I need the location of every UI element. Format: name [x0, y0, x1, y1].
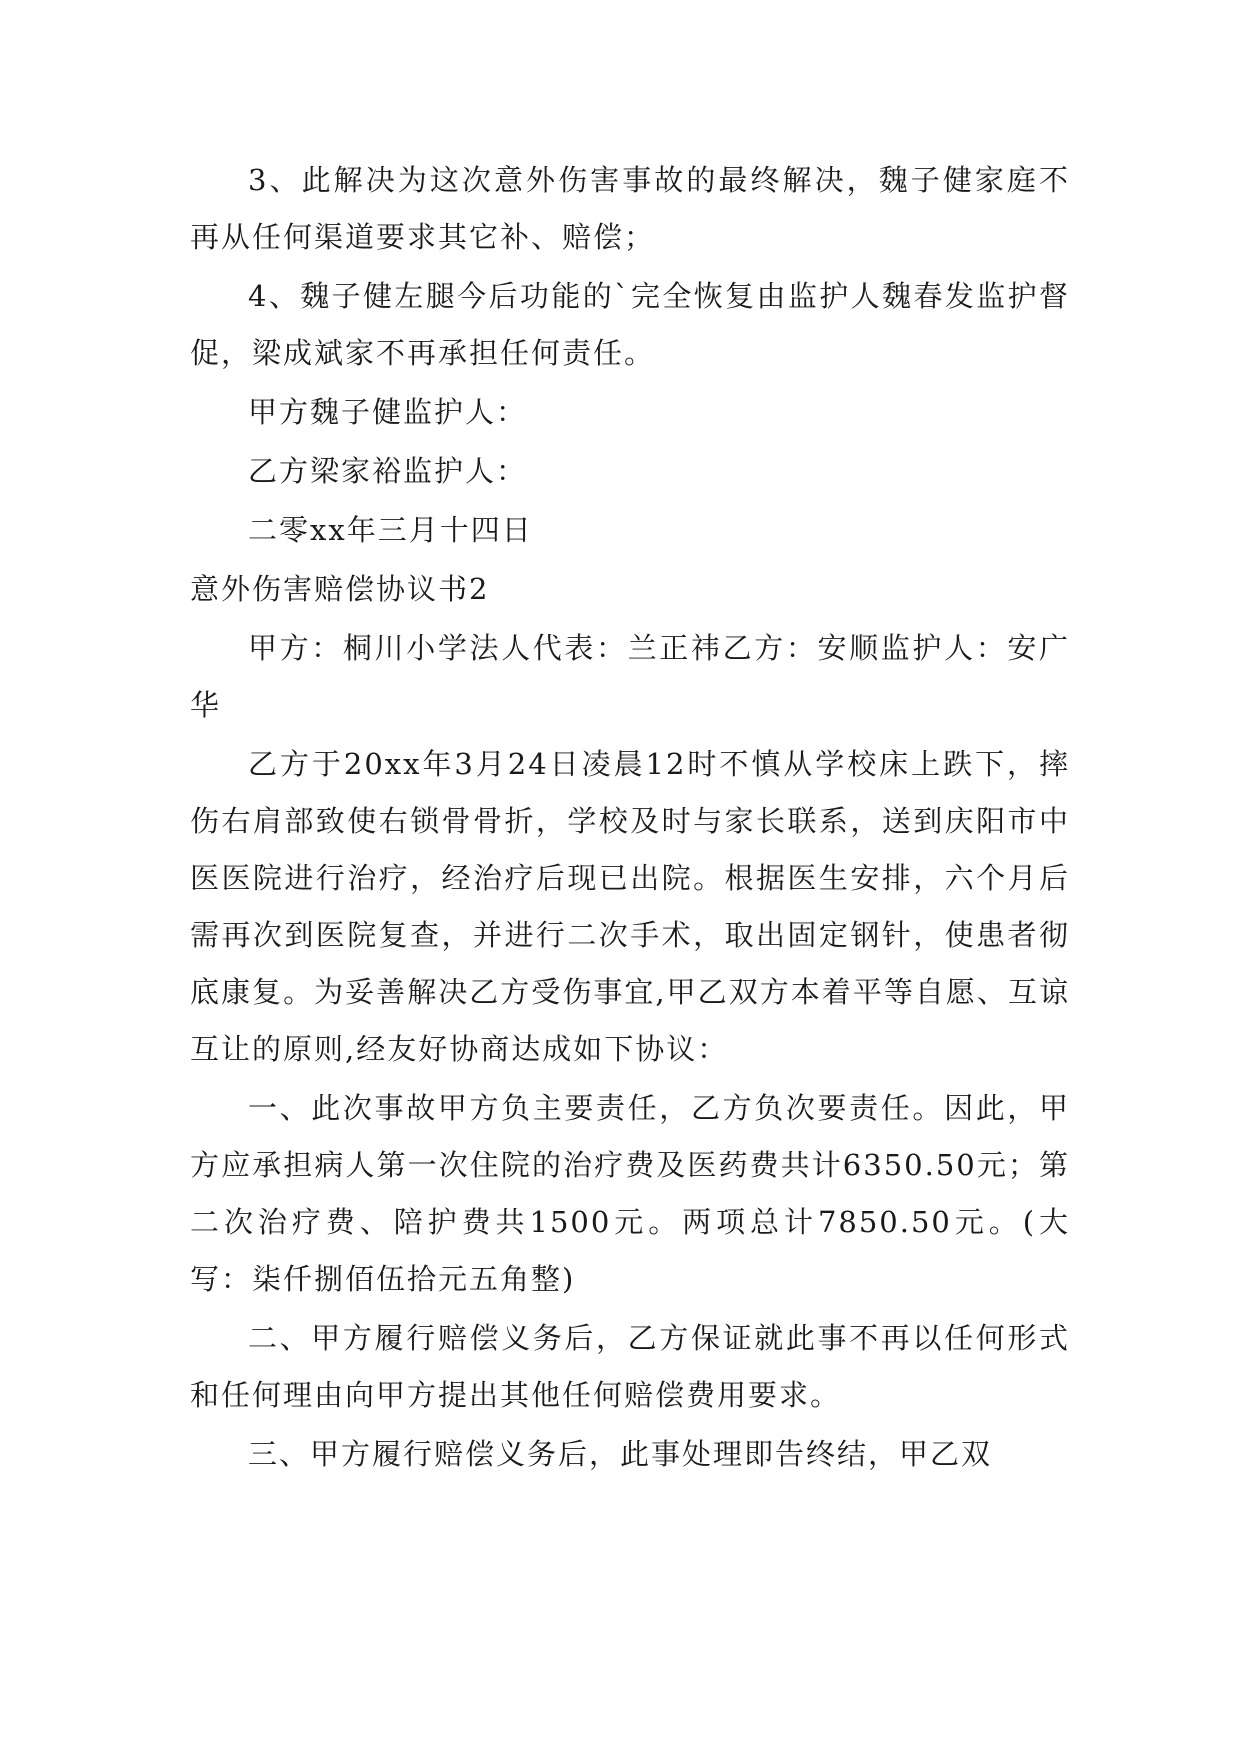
article-1-paragraph: 一、此次事故甲方负主要责任，乙方负次要责任。因此，甲方应承担病人第一次住院的治疗费及医药费共计6350.50元；第二次治疗费、陪护费共1500元。两项总计7850.50元。(大写：柒仟捌佰伍拾元五角整)	[190, 1091, 1070, 1296]
clause-4-paragraph: 4、魏子健左腿今后功能的`完全恢复由监护人魏春发监护督促，梁成斌家不再承担任何责任。	[190, 279, 1070, 370]
background-paragraph: 乙方于20xx年3月24日凌晨12时不慎从学校床上跌下，摔伤右肩部致使右锁骨骨折，学校及时与家长联系，送到庆阳市中医医院进行治疗，经治疗后现已出院。根据医生安排，六个月后需再次到医院复查，并进行二次手术，取出固定钢针，使患者彻底康复。为妥善解决乙方受伤事宜,甲乙双方本着平等自愿、互谅互让的原则,经友好协商达成如下协议：	[190, 747, 1070, 1066]
party-a-signature-line: 甲方魏子健监护人：	[248, 395, 528, 429]
party-b-signature-line: 乙方梁家裕监护人：	[248, 454, 528, 488]
article-2-paragraph: 二、甲方履行赔偿义务后，乙方保证就此事不再以任何形式和任何理由向甲方提出其他任何赔偿费用要求。	[190, 1321, 1070, 1412]
date-line: 二零xx年三月十四日	[248, 513, 533, 547]
article-3-paragraph: 三、甲方履行赔偿义务后，此事处理即告终结，甲乙双	[248, 1437, 993, 1471]
agreement-2-title: 意外伤害赔偿协议书2	[190, 572, 490, 606]
parties-paragraph: 甲方：桐川小学法人代表：兰正祎乙方：安顺监护人：安广华	[190, 631, 1070, 722]
clause-3-paragraph: 3、此解决为这次意外伤害事故的最终解决，魏子健家庭不再从任何渠道要求其它补、赔偿；	[190, 163, 1070, 254]
document-body	[190, 152, 1070, 1483]
